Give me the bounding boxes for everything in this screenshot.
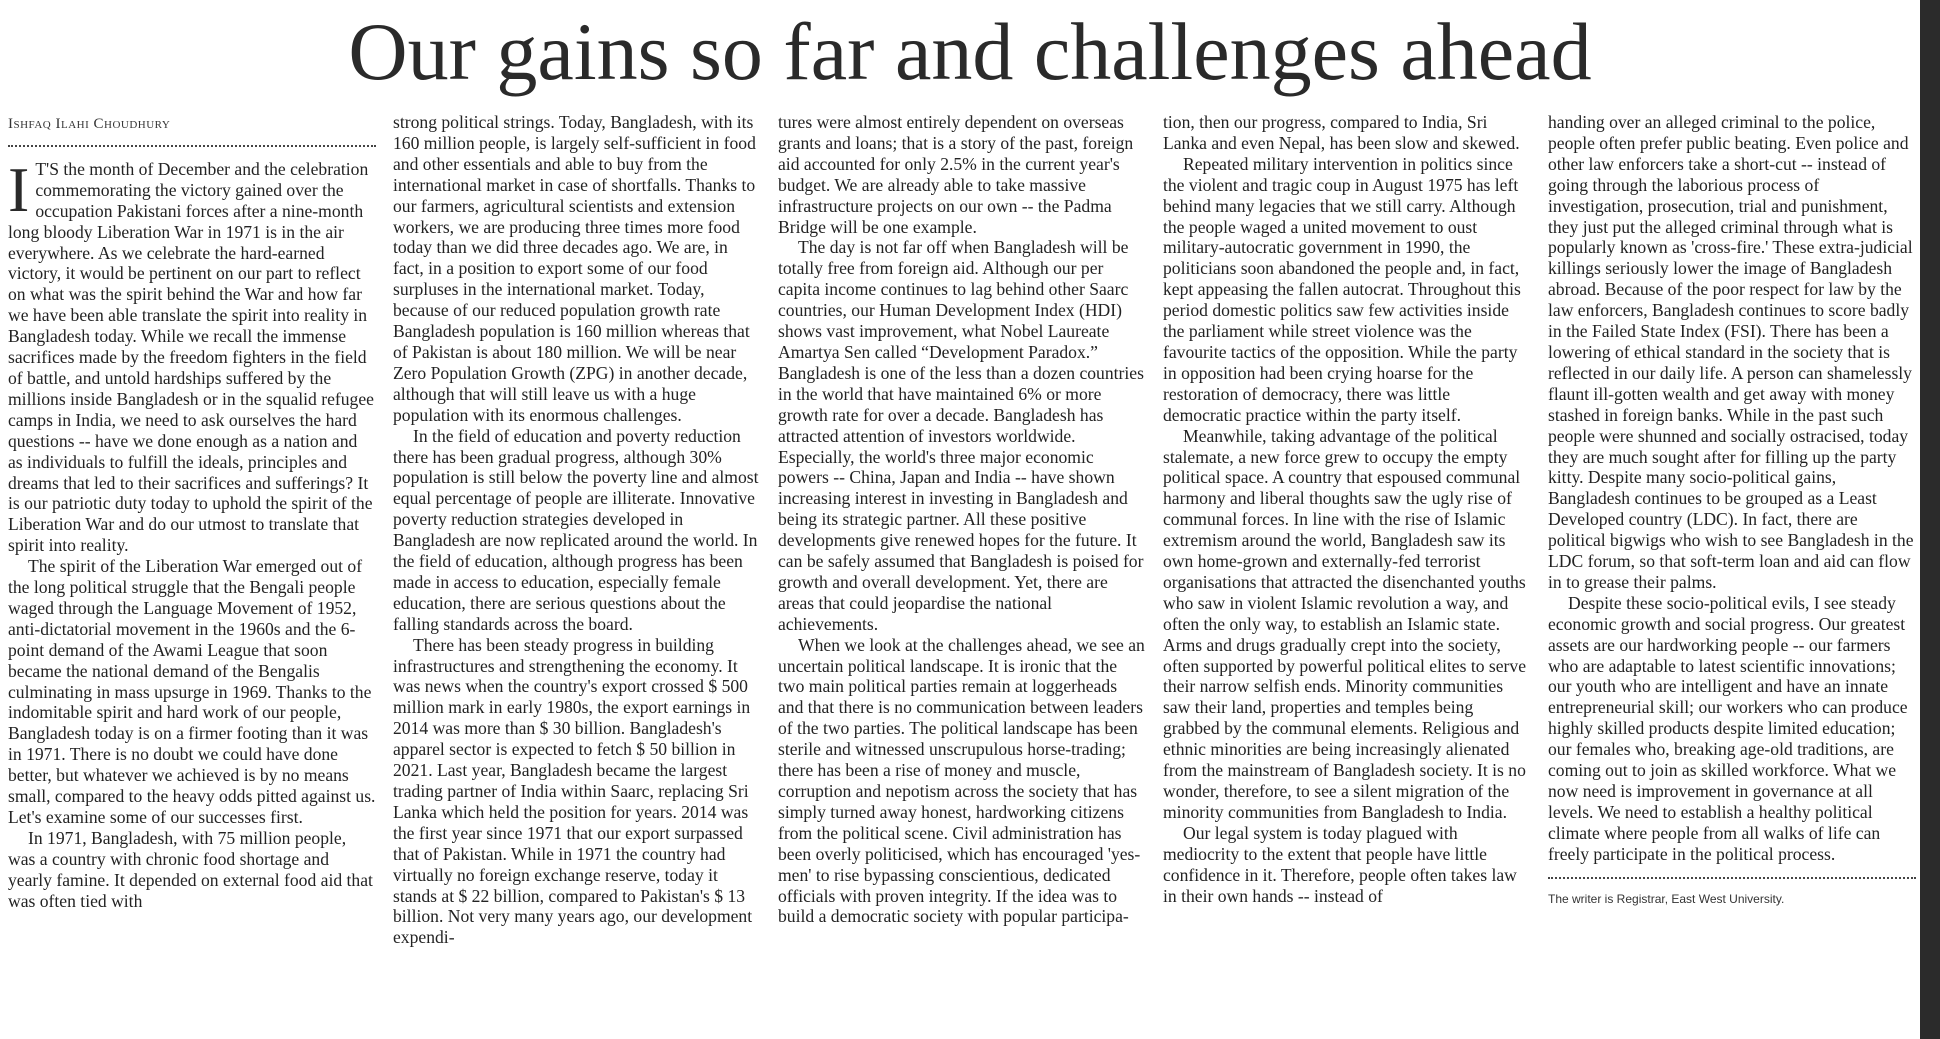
- paragraph: There has been steady progress in building infrastructures and strengthening the economy. It was news when the country's export crossed $ 500 million mark in early 1980s, the export earnings in 2014 was more than $ 30 billion. Bangladesh's apparel sector is expected to fetch $ 50 billion in 2021. Last year, Bangladesh became the largest trading partner of India within Saarc, replacing Sri Lanka which held the position for years. 2014 was the first year since 1971 that our export surpassed that of Pakistan. While in 1971 the country had virtually no foreign exchange reserve, today it stands at $ 22 billion, compared to Pakistan's $ 13 billion. Not very many years ago, our development expendi-: [393, 634, 753, 948]
- paragraph: In the field of education and poverty reduction there has been gradual progress, although 30% population is still below the poverty line and almost equal percentage of people are illiterate. Innovative poverty reduction strategies developed in Bangladesh are now replicated around the world. In the field of education, although progress has been made in access to education, especially female education, there are serious questions about the falling standards across the board.: [393, 425, 759, 634]
- article-columns: [8, 112, 1918, 1039]
- column-1: [8, 112, 376, 1039]
- paragraph: In 1971, Bangladesh, with 75 million people, was a country with chronic food shortage and yearly famine. It depended on external food aid that was often tied with: [8, 827, 373, 911]
- paragraph: tion, then our progress, compared to India, Sri Lanka and even Nepal, has been slow and skewed.: [1163, 112, 1520, 153]
- column-4: [1163, 112, 1531, 1039]
- drop-cap: I: [8, 153, 30, 225]
- author-footnote: The writer is Registrar, East West University.: [1548, 891, 1785, 906]
- paragraph: Our legal system is today plagued with mediocrity to the extent that people have little confidence in it. Therefore, people often takes law in their own hands -- instead of: [1163, 822, 1517, 906]
- column-3: [778, 112, 1146, 1039]
- paragraph: The day is not far off when Bangladesh will be totally free from foreign aid. Although our per capita income continues to lag behind other Saarc countries, our Human Development Index (HDI) shows vast improvement, what Nobel Laureate Amartya Sen called “Development Paradox.” Bangladesh is one of the less than a dozen countries in the world that have maintained 6% or more growth rate for over a decade. Bangladesh has attracted attention of investors worldwide. Especially, the world's three major economic powers -- China, Japan and India -- have shown increasing interest in investing in Bangladesh and being its strategic partner. All these positive developments give renewed hopes for the future. It can be safely assumed that Bangladesh is poised for growth and overall development. Yet, there are areas that could jeopardise the national achievements.: [778, 237, 1144, 634]
- headline: Our gains so far and challenges ahead: [348, 6, 1592, 97]
- paragraph: Despite these socio-political evils, I see steady economic growth and social progress. Our greatest assets are our hardworking people -- our farmers who are adaptable to latest scientific innovations; our youth who are intelligent and have an innate entrepreneurial skill; our workers who can produce highly skilled products despite limited education; our females who, breaking age-old traditions, are coming out to join as skilled workforce. What we now need is improvement in governance at all levels. We need to establish a healthy political climate where people from all walks of life can freely participate in the political process.: [1548, 592, 1908, 864]
- paragraph: When we look at the challenges ahead, we see an uncertain political landscape. It is ironic that the two main political parties remain at loggerheads and that there is no communication between leaders of the two parties. The political landscape has been sterile and witnessed unscrupulous horse-trading; there has been a rise of money and muscle, corruption and nepotism across the society that has simply turned away honest, hardworking citizens from the political scene. Civil administration has been overly politicised, which has encouraged 'yes-men' to rise bypassing conscientious, dedicated officials with proven integrity. If the idea was to build a democratic society with popular participa-: [778, 634, 1145, 927]
- paragraph: Meanwhile, taking advantage of the political stalemate, a new force grew to occupy the empty political space. A country that espoused communal harmony and liberal thoughts saw the ugly rise of communal forces. In line with the rise of Islamic extremism around the world, Bangladesh saw its own home-grown and externally-fed terrorist organisations that attracted the disenchanted youths who saw in violent Islamic revolution a way, and often the only way, to establish an Islamic state. Arms and drugs gradually crept into the society, often supported by powerful political elites to serve their narrow selfish ends. Minority communities saw their land, properties and temples being grabbed by the communal elements. Religious and ethnic minorities are being increasingly alienated from the mainstream of Bangladesh society. It is no wonder, therefore, to see a silent migration of the minority communities from Bangladesh to India.: [1163, 425, 1527, 822]
- paragraph: Repeated military intervention in politics since the violent and tragic coup in August 1975 has left behind many legacies that we still carry. Although the people waged a united movement to oust military-autocratic government in 1990, the politicians soon abandoned the people and, in fact, kept appeasing the fallen autocrat. Throughout this period domestic politics saw few activities inside the parliament while street violence was the favourite tactics of the opposition. While the party in opposition had been crying hoarse for the restoration of democracy, there was little democratic practice within the party itself.: [1163, 153, 1521, 425]
- paragraph: The spirit of the Liberation War emerged out of the long political struggle that the Bengali people waged through the Language Movement of 1952, anti-dictatorial movement in the 1960s and the 6-point demand of the Awami League that soon became the national demand of the Bengalis culminating in mass upsurge in 1969. Thanks to the indomitable spirit and hard work of our people, Bangladesh today is on a firmer footing than it was in 1971. There is no doubt we could have done better, but whatever we achieved is by no means small, compared to the heavy odds pitted against us. Let's examine some of our successes first.: [8, 556, 376, 827]
- page-edge-bar: [1920, 0, 1940, 1039]
- paragraph: tures were almost entirely dependent on overseas grants and loans; that is a story of the past, foreign aid accounted for only 2.5% in the current year's budget. We are already able to take massive infrastructure projects on our own -- the Padma Bridge will be one example.: [778, 112, 1134, 237]
- footnote-divider: [1548, 877, 1916, 910]
- paragraph: handing over an alleged criminal to the police, people often prefer public beating. Even police and other law enforcers take a short-cut -- instead of going through the laborious process of investigation, prosecution, trial and punishment, they just put the alleged criminal through what is popularly known as 'cross-fire.' These extra-judicial killings seriously lower the image of Bangladesh abroad. Because of the poor respect for law by the law enforcers, Bangladesh continues to score badly in the Failed State Index (FSI). There has been a lowering of ethical standard in the society that is reflected in our daily life. A person can shamelessly flaunt ill-gotten wealth and get away with money stashed in foreign banks. While in the past such people were shunned and socially ostracised, today they are much sought after for filling up the party kitty. Despite many socio-political gains, Bangladesh continues to be grouped as a Least Developed country (LDC). In fact, there are political bigwigs who wish to see Bangladesh in the LDC forum, so that soft-term loan and aid can flow in to grease their palms.: [1548, 112, 1914, 592]
- paragraph: strong political strings. Today, Bangladesh, with its 160 million people, is largely self-sufficient in food and other essentials and able to buy from the international market in case of shortfalls. Thanks to our farmers, agricultural scientists and extension workers, we are producing three times more food today than we did three decades ago. We are, in fact, in a position to export some of our food surpluses in the international market. Today, because of our reduced population growth rate Bangladesh population is 160 million whereas that of Pakistan is about 180 million. We will be near Zero Population Growth (ZPG) in another decade, although that will still leave us with a huge population with its enormous challenges.: [393, 112, 756, 425]
- lead-paragraph-wrap: [8, 153, 376, 556]
- paragraph: T'S the month of December and the celebration commemorating the victory gained over the occupation Pakistani forces after a nine-month long bloody Liberation War in 1971 is in the air everywhere. As we celebrate the hard-earned victory, it would be pertinent on our part to reflect on what was the spirit behind the War and how far we have been able translate the spirit into reality in Bangladesh today. While we recall the immense sacrifices made by the freedom fighters in the field of battle, and untold hardships suffered by the millions inside Bangladesh or in the squalid refugee camps in India, we need to ask ourselves the hard questions -- have we done enough as a nation and as individuals to fulfill the ideals, principles and dreams that led to their sacrifices and sufferings? It is our patriotic duty today to uphold the spirit of the Liberation War and do our utmost to translate that spirit into reality.: [8, 158, 374, 556]
- byline: Ishfaq Ilahi Choudhury: [8, 114, 376, 147]
- column-2: [393, 112, 761, 1039]
- column-5: [1548, 112, 1916, 1039]
